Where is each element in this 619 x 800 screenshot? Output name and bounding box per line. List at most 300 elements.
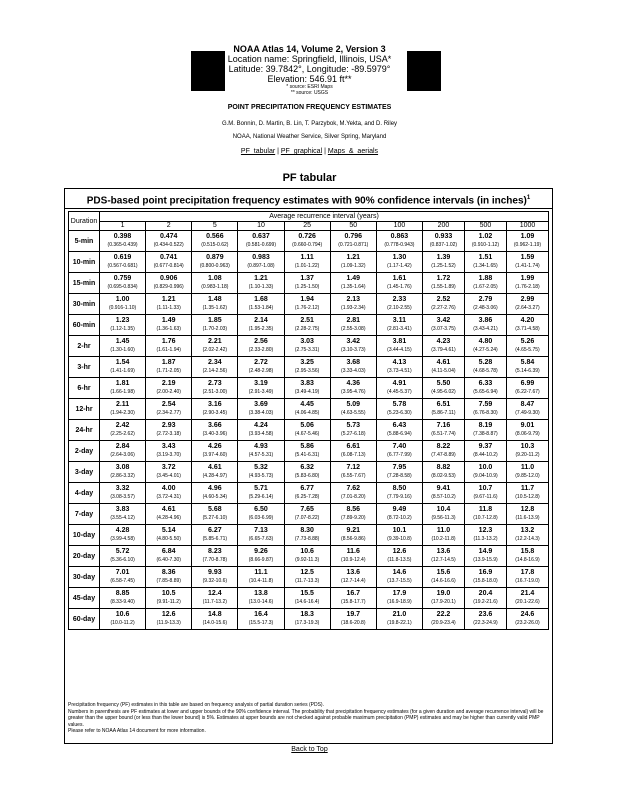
pf-estimate: 3.69 <box>254 401 268 408</box>
pf-estimate: 3.83 <box>300 380 314 387</box>
confidence-interval: (1.61-1.94) <box>156 347 181 353</box>
table-cell <box>238 336 284 357</box>
pf-estimate: 1.76 <box>161 338 176 345</box>
duration-label: 2-day <box>69 441 100 462</box>
confidence-interval: (2.55-3.08) <box>341 326 366 332</box>
table-cell <box>464 483 506 504</box>
table-cell <box>376 273 422 294</box>
pf-estimate: 2.14 <box>254 317 268 324</box>
confidence-interval: (3.33-4.03) <box>341 368 366 374</box>
table-cell <box>330 546 376 567</box>
table-cell <box>464 567 506 588</box>
pf-estimate: 3.32 <box>115 485 130 492</box>
table-cell <box>506 546 548 567</box>
table-cell <box>506 525 548 546</box>
confidence-interval: (19.2-21.6) <box>473 599 498 605</box>
confidence-interval: (3.40-3.96) <box>202 431 228 437</box>
table-cell <box>376 378 422 399</box>
confidence-interval: (2.81-3.41) <box>387 326 412 332</box>
pf-estimate: 19.7 <box>346 611 361 618</box>
table-cell <box>330 378 376 399</box>
pf-estimate: 6.50 <box>254 506 268 513</box>
pf-estimate: 2.99 <box>520 296 535 303</box>
confidence-interval: (4.28-4.96) <box>156 515 181 521</box>
duration-label: 60-min <box>69 315 100 336</box>
pf-estimate: 16.9 <box>478 569 493 576</box>
pf-estimate: 3.72 <box>161 464 176 471</box>
table-cell <box>146 567 192 588</box>
confidence-interval: (13.7-15.5) <box>387 578 412 584</box>
duration-label: 6-hr <box>69 378 100 399</box>
confidence-interval: (9.92-11.3) <box>295 557 320 563</box>
table-cell <box>506 378 548 399</box>
pf-estimate: 1.30 <box>392 254 407 261</box>
interval-header: 25 <box>284 222 330 231</box>
pf-estimate: 10.4 <box>436 506 451 513</box>
confidence-interval: (5.14-6.39) <box>515 368 540 374</box>
pf-estimate: 12.6 <box>161 611 176 618</box>
pf-estimate: 10.1 <box>392 527 407 534</box>
pf-estimate: 1.88 <box>478 275 493 282</box>
confidence-interval: (11.7-13.3) <box>295 578 320 584</box>
confidence-interval: (1.95-2.35) <box>248 326 274 332</box>
table-cell <box>464 315 506 336</box>
confidence-interval: (3.38-4.03) <box>248 410 274 416</box>
pf-estimate: 21.4 <box>520 590 535 597</box>
confidence-interval: (4.57-5.31) <box>248 452 274 458</box>
table-cell <box>146 504 192 525</box>
table-cell <box>376 525 422 546</box>
confidence-interval: (9.91-11.2) <box>156 599 181 605</box>
pf-estimate: 6.84 <box>161 548 176 555</box>
confidence-interval: (11.3-13.2) <box>473 536 498 542</box>
confidence-interval: (8.66-9.87) <box>248 557 274 563</box>
nav-pf-graphical[interactable]: PF_graphical <box>280 148 323 155</box>
table-cell <box>422 399 464 420</box>
confidence-interval: (2.64-3.27) <box>515 305 540 311</box>
table-cell <box>464 357 506 378</box>
confidence-interval: (3.73-4.51) <box>387 368 412 374</box>
interval-header: 100 <box>376 222 422 231</box>
confidence-interval: (9.39-10.8) <box>387 536 412 542</box>
table-cell <box>238 294 284 315</box>
confidence-interval: (8.72-10.2) <box>387 515 412 521</box>
table-cell <box>464 588 506 609</box>
pf-estimate: 0.796 <box>344 233 363 240</box>
table-cell <box>192 483 238 504</box>
confidence-interval: (5.27-6.18) <box>341 431 366 437</box>
pf-estimate: 5.73 <box>346 422 361 429</box>
confidence-interval: (7.85-8.89) <box>156 578 181 584</box>
table-cell <box>284 357 330 378</box>
table-cell <box>284 420 330 441</box>
table-cell <box>192 252 238 273</box>
table-cell <box>192 525 238 546</box>
table-cell <box>146 546 192 567</box>
pf-estimate: 11.6 <box>346 548 360 555</box>
table-cell <box>146 483 192 504</box>
table-cell <box>376 252 422 273</box>
table-cell <box>506 609 548 630</box>
confidence-interval: (8.06-9.79) <box>515 431 540 437</box>
confidence-interval: (7.79-9.16) <box>387 494 412 500</box>
table-cell <box>238 357 284 378</box>
pf-estimate: 8.30 <box>300 527 314 534</box>
confidence-interval: (10.7-12.8) <box>473 515 498 521</box>
pf-estimate: 9.37 <box>478 443 493 450</box>
confidence-interval: (3.99-4.58) <box>110 536 135 542</box>
interval-header: 1 <box>100 222 146 231</box>
source-usgs: ** source: USGS <box>290 90 329 96</box>
pf-estimate: 14.8 <box>208 611 222 618</box>
table-cell <box>146 378 192 399</box>
confidence-interval: (1.35-1.64) <box>341 284 366 290</box>
pf-estimate: 1.49 <box>346 275 361 282</box>
pf-estimate: 0.933 <box>434 233 453 240</box>
confidence-interval: (13.0-14.6) <box>248 599 274 605</box>
confidence-interval: (5.65-6.94) <box>473 389 498 395</box>
duration-label: 4-day <box>69 483 100 504</box>
table-cell <box>506 483 548 504</box>
pf-estimate: 17.8 <box>520 569 535 576</box>
confidence-interval: (1.25-1.52) <box>431 263 456 269</box>
pf-estimate: 16.4 <box>254 611 268 618</box>
pf-estimate: 0.637 <box>252 233 270 240</box>
confidence-interval: (7.01-8.20) <box>341 494 366 500</box>
confidence-interval: (6.22-7.67) <box>515 389 540 395</box>
table-cell <box>146 315 192 336</box>
table-cell <box>238 399 284 420</box>
confidence-interval: (14.8-16.9) <box>515 557 540 563</box>
duration-label: 24-hr <box>69 420 100 441</box>
table-cell <box>376 336 422 357</box>
table-cell <box>330 420 376 441</box>
confidence-interval: (3.55-4.12) <box>110 515 135 521</box>
confidence-interval: (0.434-0.522) <box>153 242 184 248</box>
table-cell <box>192 315 238 336</box>
table-cell <box>284 504 330 525</box>
confidence-interval: (12.7-14.4) <box>341 578 366 584</box>
table-cell <box>192 399 238 420</box>
table-cell <box>146 441 192 462</box>
confidence-interval: (9.20-11.2) <box>515 452 540 458</box>
table-cell <box>238 441 284 462</box>
back-to-top-link[interactable]: Back to Top <box>291 746 328 753</box>
agency: NOAA, National Weather Service, Silver Spring, Maryland <box>232 134 387 140</box>
table-cell <box>330 441 376 462</box>
table-cell <box>376 504 422 525</box>
confidence-interval: (2.75-3.31) <box>294 347 320 353</box>
pf-estimate: 6.61 <box>346 443 361 450</box>
table-cell <box>238 546 284 567</box>
confidence-interval: (1.66-1.98) <box>110 389 135 395</box>
pf-estimate: 1.00 <box>115 296 130 303</box>
pf-estimate: 9.93 <box>208 569 222 576</box>
duration-label: 12-hr <box>69 399 100 420</box>
confidence-interval: (17.9-20.1) <box>431 599 456 605</box>
table-cell <box>376 483 422 504</box>
pf-estimate: 1.54 <box>115 359 130 366</box>
table-cell <box>100 567 146 588</box>
confidence-interval: (4.27-5.24) <box>473 347 498 353</box>
table-cell <box>284 273 330 294</box>
table-cell <box>422 294 464 315</box>
table-cell <box>422 357 464 378</box>
confidence-interval: (2.72-3.18) <box>156 431 181 437</box>
confidence-interval: (1.93-2.34) <box>341 305 366 311</box>
pf-estimate: 6.32 <box>300 464 314 471</box>
pf-estimate: 2.42 <box>115 422 130 429</box>
pf-estimate: 2.84 <box>115 443 130 450</box>
pf-estimate: 12.3 <box>478 527 493 534</box>
confidence-interval: (3.71-4.58) <box>515 326 540 332</box>
pf-estimate: 7.12 <box>346 464 361 471</box>
header <box>0 44 619 155</box>
pf-estimate: 0.398 <box>113 233 132 240</box>
pf-estimate: 23.6 <box>478 611 493 618</box>
pf-estimate: 2.13 <box>346 296 361 303</box>
confidence-interval: (16.7-19.0) <box>515 578 540 584</box>
confidence-interval: (1.34-1.65) <box>473 263 498 269</box>
confidence-interval: (2.90-3.45) <box>202 410 228 416</box>
table-cell <box>376 315 422 336</box>
pf-estimate: 5.86 <box>300 443 314 450</box>
table-cell <box>100 420 146 441</box>
table-cell <box>100 273 146 294</box>
confidence-interval: (2.27-2.76) <box>431 305 456 311</box>
confidence-interval: (5.83-6.80) <box>294 473 320 479</box>
confidence-interval: (10.5-12.8) <box>515 494 540 500</box>
table-row <box>69 546 549 567</box>
table-row <box>69 567 549 588</box>
table-cell <box>284 588 330 609</box>
confidence-interval: (1.25-1.50) <box>294 284 320 290</box>
table-cell <box>146 399 192 420</box>
table-cell <box>238 378 284 399</box>
table-cell <box>330 483 376 504</box>
duration-label: 3-hr <box>69 357 100 378</box>
pf-tabular-heading: PF tabular <box>282 172 337 184</box>
pf-estimate: 0.759 <box>113 275 132 282</box>
pf-estimate: 8.22 <box>436 443 451 450</box>
table-cell <box>464 525 506 546</box>
pf-estimate: 5.32 <box>254 464 268 471</box>
confidence-interval: (9.67-11.6) <box>473 494 498 500</box>
confidence-interval: (4.93-5.73) <box>248 473 274 479</box>
table-cell <box>464 252 506 273</box>
table-cell <box>330 609 376 630</box>
pf-estimate: 4.45 <box>300 401 314 408</box>
pf-estimate: 3.43 <box>161 443 176 450</box>
table-cell <box>422 567 464 588</box>
confidence-interval: (22.3-24.9) <box>473 620 498 626</box>
pf-estimate: 4.91 <box>392 380 407 387</box>
table-cell <box>422 588 464 609</box>
pf-estimate: 4.24 <box>254 422 268 429</box>
pf-estimate: 24.6 <box>520 611 535 618</box>
confidence-interval: (10.0-11.2) <box>110 620 135 626</box>
pf-estimate: 20.4 <box>478 590 493 597</box>
pf-estimate: 5.78 <box>392 401 407 408</box>
table-cell <box>284 231 330 252</box>
confidence-interval: (7.70-8.78) <box>202 557 228 563</box>
atlas-title: NOAA Atlas 14, Volume 2, Version 3 <box>233 44 386 54</box>
table-cell <box>146 336 192 357</box>
confidence-interval: (1.01-1.22) <box>294 263 320 269</box>
interval-header: 10 <box>238 222 284 231</box>
pf-estimate: 1.39 <box>436 254 451 261</box>
pf-estimate: 2.56 <box>254 338 268 345</box>
confidence-interval: (8.33-9.40) <box>110 599 135 605</box>
confidence-interval: (0.581-0.699) <box>245 242 276 248</box>
confidence-interval: (9.85-12.0) <box>515 473 540 479</box>
confidence-interval: (4.95-6.02) <box>431 389 456 395</box>
pf-estimate: 5.26 <box>520 338 535 345</box>
pf-estimate: 4.80 <box>478 338 493 345</box>
confidence-interval: (5.29-6.14) <box>248 494 274 500</box>
pf-estimate: 6.51 <box>436 401 451 408</box>
confidence-interval: (2.28-2.75) <box>294 326 320 332</box>
pf-estimate: 1.37 <box>300 275 314 282</box>
pf-estimate: 1.23 <box>115 317 130 324</box>
table-cell <box>464 273 506 294</box>
table-cell <box>464 462 506 483</box>
confidence-interval: (0.567-0.681) <box>107 263 138 269</box>
pf-estimate: 12.5 <box>300 569 314 576</box>
table-cell <box>422 483 464 504</box>
confidence-interval: (8.44-10.2) <box>473 452 498 458</box>
confidence-interval: (4.63-5.55) <box>341 410 366 416</box>
table-cell <box>376 231 422 252</box>
table-cell <box>284 294 330 315</box>
table-row <box>69 294 549 315</box>
confidence-interval: (5.88-6.94) <box>387 431 412 437</box>
confidence-interval: (1.94-2.30) <box>110 410 135 416</box>
table-cell <box>330 315 376 336</box>
confidence-interval: (2.00-2.40) <box>156 389 181 395</box>
pf-estimate: 9.21 <box>346 527 361 534</box>
pf-estimate: 2.34 <box>208 359 222 366</box>
pf-estimate: 4.28 <box>115 527 130 534</box>
table-cell <box>238 273 284 294</box>
table-cell <box>146 252 192 273</box>
pf-estimate: 1.87 <box>161 359 176 366</box>
nav-pf-tabular[interactable]: PF_tabular <box>240 148 276 155</box>
pf-estimate: 1.45 <box>115 338 130 345</box>
confidence-interval: (7.28-8.58) <box>387 473 412 479</box>
table-cell <box>422 462 464 483</box>
pf-estimate: 1.99 <box>520 275 535 282</box>
table-cell <box>192 294 238 315</box>
table-cell <box>284 252 330 273</box>
table-cell <box>464 378 506 399</box>
pf-estimate: 21.0 <box>392 611 407 618</box>
table-cell <box>238 609 284 630</box>
table-cell <box>192 357 238 378</box>
confidence-interval: (23.2-26.0) <box>515 620 540 626</box>
table-cell <box>146 273 192 294</box>
pf-estimate: 16.7 <box>346 590 361 597</box>
table-cell <box>376 567 422 588</box>
pf-estimate: 5.28 <box>478 359 493 366</box>
confidence-interval: (3.72-4.31) <box>156 494 181 500</box>
footnotes <box>68 702 549 735</box>
table-cell <box>192 588 238 609</box>
table-cell <box>238 462 284 483</box>
pf-estimate: 2.51 <box>300 317 314 324</box>
confidence-interval: (6.03-6.99) <box>248 515 274 521</box>
confidence-interval: (2.48-3.06) <box>473 305 498 311</box>
table-cell <box>146 294 192 315</box>
table-cell <box>192 462 238 483</box>
source-esri: * source: ESRI Maps <box>286 84 333 90</box>
pf-estimate: 10.7 <box>478 485 493 492</box>
pf-estimate: 1.09 <box>520 233 535 240</box>
confidence-interval: (5.86-7.11) <box>431 410 456 416</box>
table-cell <box>376 441 422 462</box>
confidence-interval: (1.09-1.32) <box>341 263 366 269</box>
pf-estimate: 3.83 <box>115 506 130 513</box>
table-cell <box>464 294 506 315</box>
confidence-interval: (7.49-9.30) <box>515 410 540 416</box>
confidence-interval: (8.02-9.53) <box>431 473 456 479</box>
confidence-interval: (3.08-3.57) <box>110 494 135 500</box>
confidence-interval: (12.2-14.3) <box>515 536 540 542</box>
table-cell <box>100 546 146 567</box>
confidence-interval: (20.1-22.6) <box>515 599 540 605</box>
table-cell <box>330 462 376 483</box>
confidence-interval: (6.08-7.13) <box>341 452 366 458</box>
pf-estimate: 12.6 <box>392 548 407 555</box>
table-row <box>69 273 549 294</box>
confidence-interval: (6.40-7.30) <box>156 557 181 563</box>
pf-estimate: 8.19 <box>478 422 493 429</box>
table-cell <box>506 273 548 294</box>
confidence-interval: (3.95-4.76) <box>341 389 366 395</box>
table-cell <box>100 609 146 630</box>
pf-estimate: 5.06 <box>300 422 314 429</box>
duration-label: 10-min <box>69 252 100 273</box>
pf-estimate: 7.16 <box>436 422 451 429</box>
table-cell <box>506 231 548 252</box>
table-cell <box>238 315 284 336</box>
confidence-interval: (4.60-5.34) <box>202 494 228 500</box>
table-row <box>69 231 549 252</box>
confidence-interval: (3.49-4.19) <box>294 389 320 395</box>
recurrence-header: Average recurrence interval (years) <box>100 212 549 222</box>
nav-maps-aerials[interactable]: Maps_&_aerials <box>327 148 379 155</box>
table-cell <box>422 609 464 630</box>
table-cell <box>146 588 192 609</box>
table-cell <box>506 588 548 609</box>
pf-estimate: 8.85 <box>115 590 130 597</box>
table-cell <box>146 462 192 483</box>
table-row <box>69 378 549 399</box>
table-cell <box>192 546 238 567</box>
table-cell <box>376 588 422 609</box>
pf-estimate: 4.13 <box>392 359 407 366</box>
table-cell <box>464 336 506 357</box>
table-cell <box>506 504 548 525</box>
pf-estimate: 2.19 <box>161 380 176 387</box>
pf-estimate: 13.6 <box>346 569 361 576</box>
pf-estimate: 11.0 <box>520 464 535 471</box>
confidence-interval: (0.800-0.963) <box>199 263 230 269</box>
table-cell <box>192 231 238 252</box>
table-row <box>69 441 549 462</box>
table-cell <box>422 315 464 336</box>
table-cell <box>100 294 146 315</box>
